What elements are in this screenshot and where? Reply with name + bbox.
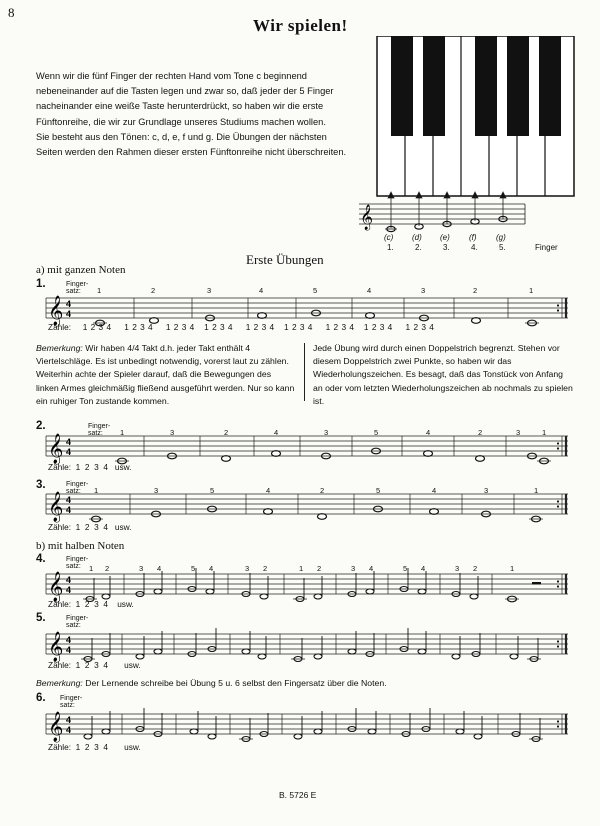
- exercise-number: 4.: [36, 553, 46, 565]
- exercise-number: 1.: [36, 278, 46, 290]
- fingering: 3: [154, 486, 159, 495]
- treble-clef-icon: 𝄞: [48, 433, 64, 463]
- fingering: 1: [97, 286, 102, 295]
- fingering: 1: [94, 486, 99, 495]
- remark-label: Bemerkung:: [36, 343, 83, 353]
- fingersatz-label: Finger- satz:: [88, 423, 111, 437]
- fingering: 4: [426, 428, 431, 437]
- exercise-number: 3.: [36, 479, 46, 491]
- fingering: 3: [170, 428, 175, 437]
- note-name: (d): [412, 233, 422, 242]
- time-signature: 4: [66, 299, 72, 309]
- fingering: 2: [320, 486, 325, 495]
- fingering: 5: [191, 564, 196, 573]
- note-name: (c): [384, 233, 394, 242]
- fingering: 4: [367, 286, 372, 295]
- svg-text:4: 4: [66, 645, 72, 655]
- fingering: 3: [139, 564, 144, 573]
- fingering: 3: [484, 486, 489, 495]
- half-notes: [81, 628, 541, 662]
- time-signature: 4: [66, 495, 72, 505]
- count-label: Zähle:: [48, 522, 72, 532]
- note-name: (f): [469, 233, 477, 242]
- count-label: Zähle:: [48, 660, 72, 670]
- fingering: 1: [534, 486, 539, 495]
- usw-label: usw.: [124, 660, 141, 670]
- fingering: 3: [351, 564, 356, 573]
- fingering: 1: [299, 564, 304, 573]
- svg-text:4: 4: [66, 585, 72, 595]
- treble-clef-icon: 𝄞: [48, 295, 64, 325]
- page-number: 8: [8, 5, 15, 20]
- svg-text:4: 4: [66, 725, 72, 735]
- remark-1: [36, 342, 296, 408]
- fingering-exercise-3: [36, 484, 576, 496]
- treble-clef-icon: 𝄞: [48, 631, 64, 661]
- fingering: 2: [105, 564, 110, 573]
- finger-number: 1.: [387, 243, 394, 252]
- fingering: 3: [455, 564, 460, 573]
- time-signature: 4: [66, 437, 72, 447]
- fingering: 4: [259, 286, 264, 295]
- remark-text: Wir haben 4/4 Takt d.h. jeder Takt enthält 4 Viertelschläge. Es ist unbedingt notwendig, vorerst laut zu zählen. Weiterhin achte der Spieler darauf, daß die Bewegungen des linken Armes gleichmäßig fließend ausgeführt werden. Nur so kann ein ruhiger Ton zustande kommen.: [36, 343, 295, 406]
- finger-label: Finger: [535, 243, 558, 252]
- fingering: 1: [529, 286, 534, 295]
- fingersatz-label: Finger- satz:: [60, 695, 83, 709]
- usw-label: usw.: [114, 522, 132, 532]
- fingering: 5: [374, 428, 379, 437]
- time-signature: 4: [66, 575, 72, 585]
- fingering: 2: [317, 564, 322, 573]
- key-arrows: [388, 192, 506, 228]
- remark-3: [36, 677, 576, 690]
- finger-number: 5.: [499, 243, 506, 252]
- svg-text:4: 4: [66, 505, 72, 515]
- fingering: 2: [473, 286, 478, 295]
- finger-numbers: [387, 243, 558, 252]
- fingering: 1: [89, 564, 94, 573]
- count-row-5: Zähle: 1 2 3 4 usw.: [48, 660, 141, 670]
- fingering: 1: [542, 428, 547, 437]
- intro-text: [36, 69, 348, 160]
- fingering: 2: [263, 564, 268, 573]
- intro-paragraph-1: Wenn wir die fünf Finger der rechten Hand vom Tone c beginnend nebeneinander auf die Tasten legen und zwar so, daß jeder der 5 Finger nacheinander eine weiße Taste herunterdrückt, so haben wir die erste Fünftonreihe, die wir zur Grundlage unseres Studiums machen wollen.: [36, 71, 334, 127]
- fingering: 5: [210, 486, 215, 495]
- remark-label: Bemerkung:: [36, 678, 83, 688]
- keyboard-diagram: [355, 36, 595, 256]
- fingering: 2: [224, 428, 229, 437]
- remark-text: Der Lernende schreibe bei Übung 5 u. 6 selbst den Fingersatz über die Noten.: [85, 678, 387, 688]
- note-name: (g): [496, 233, 506, 242]
- fingering: 4: [274, 428, 279, 437]
- fingering: 1: [120, 428, 125, 437]
- fingering: 4: [432, 486, 437, 495]
- fingering: 1: [510, 564, 515, 573]
- fingering: 4: [369, 564, 374, 573]
- fingersatz-label: Finger- satz:: [66, 556, 89, 570]
- count-row-2: Zähle: 1 2 3 4 usw.: [48, 462, 132, 472]
- fingering: 4: [421, 564, 426, 573]
- half-notes: [84, 708, 543, 742]
- count-row-6: Zähle: 1 2 3 4 usw.: [48, 742, 141, 752]
- fingering: 2: [478, 428, 483, 437]
- time-signature: 4: [66, 635, 72, 645]
- finger-number: 4.: [471, 243, 478, 252]
- column-divider: [304, 343, 305, 401]
- count-row-3: Zähle: 1 2 3 4 usw.: [48, 522, 132, 532]
- usw-label: usw.: [124, 742, 141, 752]
- fingering: 5: [313, 286, 318, 295]
- usw-label: usw.: [117, 599, 134, 609]
- fingering: 4: [209, 564, 214, 573]
- half-rest-icon: [532, 582, 541, 585]
- finger-number: 2.: [415, 243, 422, 252]
- fingersatz-label: Finger- satz:: [66, 615, 89, 629]
- fingering: 4: [157, 564, 162, 573]
- subsection-a: a) mit ganzen Noten: [36, 264, 126, 276]
- fingering: 3: [207, 286, 212, 295]
- usw-label: usw.: [114, 462, 132, 472]
- count-label: Zähle:: [48, 462, 72, 472]
- fingersatz-label: Finger- satz:: [66, 281, 89, 295]
- svg-text:4: 4: [66, 447, 72, 457]
- exercise-number: 2.: [36, 420, 46, 432]
- count-label: Zähle:: [48, 322, 72, 332]
- section-title: Erste Übungen: [246, 252, 324, 267]
- count-row-4: Zähle: 1 2 3 4 usw.: [48, 599, 134, 609]
- count-row-1: Zähle: 1 2 3 4 1 2 3 4 1 2 3 4 1 2 3 4 1 2 3 4 1 2 3 4 1 2 3 4 1 2 3 4 1 2 3 4: [48, 322, 434, 332]
- time-signature: 4: [66, 715, 72, 725]
- fingering-exercise-4: [36, 562, 576, 574]
- piano-keys: [377, 36, 574, 196]
- fingering: 2: [473, 564, 478, 573]
- treble-clef-icon: 𝄞: [48, 571, 64, 601]
- fingering: 5: [376, 486, 381, 495]
- page-title: Wir spielen!: [253, 16, 348, 35]
- fingering: 5: [403, 564, 408, 573]
- treble-clef-icon: 𝄞: [360, 204, 374, 229]
- note-name: (e): [440, 233, 450, 242]
- plate-number: B. 5726 E: [279, 790, 317, 800]
- fingering-exercise-1: [36, 284, 576, 296]
- fingering: 3: [421, 286, 426, 295]
- subsection-b: b) mit halben Noten: [36, 540, 125, 552]
- exercise-number: 5.: [36, 612, 46, 624]
- fingering: 4: [266, 486, 271, 495]
- fingering: 3: [516, 428, 521, 437]
- intro-paragraph-2: Sie besteht aus den Tönen: c, d, e, f und g. Die Übungen der nächsten Seiten werden den Rahmen dieser ersten Fünftonreihe nicht überschreiten.: [36, 131, 347, 158]
- fingersatz-label: Finger- satz:: [66, 481, 89, 495]
- fingering: 3: [245, 564, 250, 573]
- finger-number: 3.: [443, 243, 450, 252]
- exercise-number: 6.: [36, 692, 46, 704]
- count-label: Zähle:: [48, 742, 72, 752]
- treble-clef-icon: 𝄞: [48, 491, 64, 521]
- svg-text:4: 4: [66, 309, 72, 319]
- fingering: 3: [324, 428, 329, 437]
- fingering-exercise-2: [36, 426, 576, 438]
- remark-2: Jede Übung wird durch einen Doppelstrich begrenzt. Stehen vor diesem Doppelstrich zwei Punkte, so haben wir das Wiederholungszeichen. Es besagt, daß das Tonstück von Anfang an oder vom letzten Wiederholungszeichen ab nochmals zu spielen ist.: [313, 343, 573, 406]
- treble-clef-icon: 𝄞: [48, 711, 64, 741]
- fingering: 2: [151, 286, 156, 295]
- note-names: [384, 233, 506, 242]
- count-label: Zähle:: [48, 599, 72, 609]
